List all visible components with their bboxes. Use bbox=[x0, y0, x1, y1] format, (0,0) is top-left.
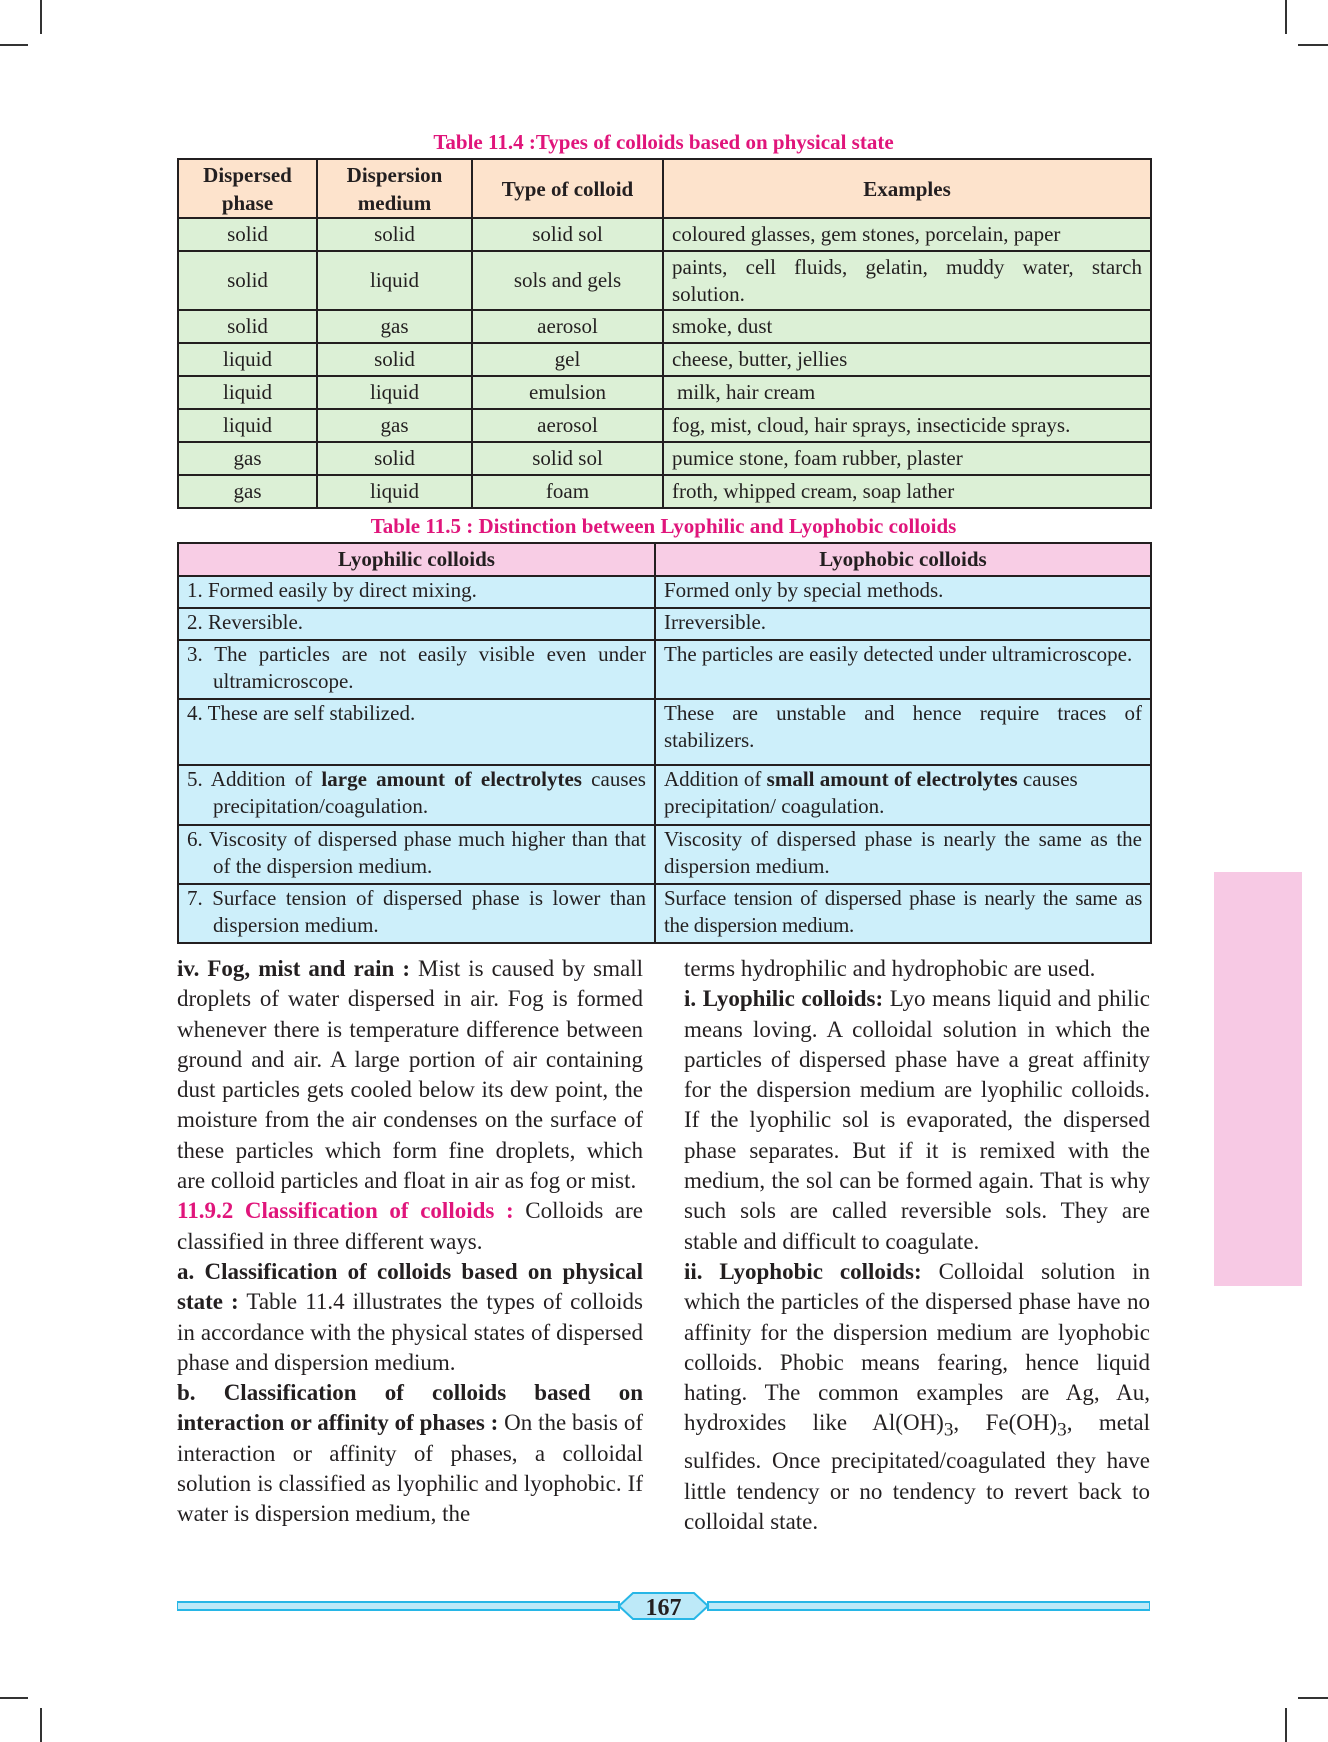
table-cell: solid bbox=[178, 251, 317, 310]
cell-bold-text: small amount of electrolytes bbox=[766, 767, 1018, 791]
table-cell: fog, mist, cloud, hair sprays, insecticide sprays. bbox=[663, 409, 1151, 442]
crop-mark bbox=[0, 1697, 28, 1699]
table-cell: pumice stone, foam rubber, plaster bbox=[663, 442, 1151, 475]
crop-mark bbox=[1298, 44, 1328, 46]
table-11-5-caption: Table 11.5 : Distinction between Lyophilic and Lyophobic colloids bbox=[370, 514, 957, 538]
table-cell: liquid bbox=[317, 251, 472, 310]
table-header: Lyophilic colloids bbox=[178, 543, 655, 576]
table-cell: liquid bbox=[317, 376, 472, 409]
page-footer bbox=[177, 1592, 1150, 1620]
side-tab bbox=[1214, 872, 1302, 1286]
colloid-types-table bbox=[177, 158, 1152, 509]
table-cell: sols and gels bbox=[472, 251, 663, 310]
paragraph-text: Lyo means liquid and philic means loving. A colloidal solution in which the particles of dispersed phase have a great affinity for the dispersion medium are lyophilic colloids. If the lyophilic sol is evaporated, the dispersed phase separates. But if it is remixed with the medium, the sol can be formed again. That is why such sols are called reversible sols. They are stable and difficult to coagulate. bbox=[684, 986, 1150, 1254]
table-cell: liquid bbox=[178, 376, 317, 409]
footer-line-left bbox=[177, 1602, 619, 1610]
table-11-4-caption: Table 11.4 :Types of colloids based on physical state bbox=[433, 130, 894, 154]
subsection-heading: i. Lyophilic colloids: bbox=[684, 986, 884, 1012]
subsection-heading: b. Classification of colloids based on interaction or affinity of phases : bbox=[177, 1380, 643, 1436]
table-header: Dispersed phase bbox=[178, 159, 317, 218]
table-cell: 2. Reversible. bbox=[178, 608, 655, 640]
paragraph-text: Table 11.4 illustrates the types of colloids in accordance with the physical states of dispersed phase and dispersion medium. bbox=[177, 1289, 644, 1375]
table-cell: gel bbox=[472, 343, 663, 376]
table-cell: solid bbox=[317, 343, 472, 376]
crop-mark bbox=[1285, 0, 1287, 34]
table-cell: These are unstable and hence require traces of stabilizers. bbox=[655, 699, 1151, 765]
paragraph-text: , Fe(OH) bbox=[953, 1410, 1058, 1436]
table-cell bbox=[178, 765, 655, 825]
table-header: Lyophobic colloids bbox=[655, 543, 1151, 576]
paragraph-text: Colloidal solution in which the particles of the dispersed phase have no affinity for the dispersion medium are lyophobic colloids. Phobic means fearing, hence liquid hating. The common examples are Ag, Au, hydroxides like Al(OH) bbox=[684, 1258, 1151, 1436]
fog-heading: iv. Fog, mist and rain : bbox=[177, 956, 411, 981]
table-cell: coloured glasses, gem stones, porcelain, paper bbox=[663, 218, 1151, 251]
paragraph bbox=[177, 1196, 643, 1257]
table-cell: Irreversible. bbox=[655, 608, 1151, 640]
table-cell: milk, hair cream bbox=[663, 376, 1151, 409]
table-cell: aerosol bbox=[472, 310, 663, 343]
paragraph bbox=[177, 1378, 643, 1529]
table-cell: liquid bbox=[317, 475, 472, 508]
paragraph-text: Colloids are classified in three different ways. bbox=[177, 1198, 643, 1254]
crop-mark bbox=[1285, 1708, 1287, 1742]
table-cell: Formed only by special methods. bbox=[655, 576, 1151, 608]
table-cell: foam bbox=[472, 475, 663, 508]
table-header: Examples bbox=[663, 159, 1151, 218]
table-cell: 4. These are self stabilized. bbox=[178, 699, 655, 765]
table-cell: liquid bbox=[178, 409, 317, 442]
paragraph bbox=[177, 1257, 643, 1378]
right-column bbox=[684, 954, 1150, 1537]
table-cell: solid sol bbox=[472, 218, 663, 251]
table-cell: The particles are easily detected under ultramicroscope. bbox=[655, 640, 1151, 699]
table-cell: gas bbox=[317, 409, 472, 442]
cell-text: Addition of bbox=[664, 767, 767, 791]
lyophilic-lyophobic-table bbox=[177, 542, 1152, 944]
cell-bold-text: large amount of electrolytes bbox=[321, 767, 582, 791]
table-cell: solid bbox=[317, 218, 472, 251]
paragraph-text: On the basis of interaction or affinity of phases, a colloidal solution is classified as lyophilic and lyophobic. If water is dispersion medium, the bbox=[177, 1410, 643, 1527]
table-cell: emulsion bbox=[472, 376, 663, 409]
left-column bbox=[177, 954, 643, 1530]
table-cell: cheese, butter, jellies bbox=[663, 343, 1151, 376]
paragraph bbox=[684, 1257, 1150, 1537]
table-cell: Viscosity of dispersed phase is nearly the same as the dispersion medium. bbox=[655, 825, 1151, 884]
table-cell: 7. Surface tension of dispersed phase is lower than dispersion medium. bbox=[178, 884, 655, 943]
paragraph bbox=[177, 954, 643, 1196]
table-cell: gas bbox=[178, 475, 317, 508]
table-cell bbox=[655, 765, 1151, 825]
table-cell: gas bbox=[317, 310, 472, 343]
paragraph bbox=[684, 984, 1150, 1257]
subsection-heading: a. Classification of colloids based on physical state : bbox=[177, 1258, 643, 1315]
page-number: 167 bbox=[645, 1595, 682, 1620]
paragraph: terms hydrophilic and hydrophobic are used. bbox=[684, 956, 1096, 981]
crop-mark bbox=[40, 1708, 42, 1742]
cell-text: causes precipitation/coagulation. bbox=[213, 767, 646, 818]
crop-mark bbox=[40, 0, 42, 34]
table-header: Dispersion medium bbox=[317, 159, 472, 218]
crop-mark bbox=[0, 44, 28, 46]
section-heading: 11.9.2 Classification of colloids : bbox=[177, 1198, 514, 1224]
table-cell: gas bbox=[178, 442, 317, 475]
cell-text: 5. Addition of bbox=[187, 767, 322, 791]
table-cell: 3. The particles are not easily visible even under ultramicroscope. bbox=[178, 640, 655, 699]
paragraph-text: , metal sulfides. Once precipitated/coagulated they have little tendency or no tendency to revert back to colloidal state. bbox=[684, 1410, 1151, 1534]
crop-mark bbox=[1298, 1697, 1328, 1699]
table-cell: solid bbox=[178, 310, 317, 343]
table-cell: paints, cell fluids, gelatin, muddy water, starch solution. bbox=[663, 251, 1151, 310]
table-cell: 6. Viscosity of dispersed phase much higher than that of the dispersion medium. bbox=[178, 825, 655, 884]
table-cell: liquid bbox=[178, 343, 317, 376]
table-cell: Surface tension of dispersed phase is nearly the same as the dispersion medium. bbox=[655, 884, 1151, 943]
paragraph-text: Mist is caused by small droplets of water dispersed in air. Fog is formed whenever there is temperature difference between ground and air. A large portion of air containing dust particles gets cooled below its dew point, the moisture from the air condenses on the surface of these particles which form fine droplets, which are colloid particles and float in air as fog or mist. bbox=[177, 956, 643, 1194]
table-cell: froth, whipped cream, soap lather bbox=[663, 475, 1151, 508]
table-header: Type of colloid bbox=[472, 159, 663, 218]
footer-line-right bbox=[708, 1602, 1150, 1610]
subscript: 3 bbox=[943, 1420, 954, 1442]
table-cell: solid bbox=[178, 218, 317, 251]
table-cell: solid bbox=[317, 442, 472, 475]
table-cell: aerosol bbox=[472, 409, 663, 442]
table-cell: 1. Formed easily by direct mixing. bbox=[178, 576, 655, 608]
subsection-heading: ii. Lyophobic colloids: bbox=[684, 1258, 922, 1284]
table-cell: smoke, dust bbox=[663, 310, 1151, 343]
subscript: 3 bbox=[1057, 1420, 1067, 1442]
cell-text: causes precipitation/ coagulation. bbox=[664, 767, 1078, 818]
table-cell: solid sol bbox=[472, 442, 663, 475]
